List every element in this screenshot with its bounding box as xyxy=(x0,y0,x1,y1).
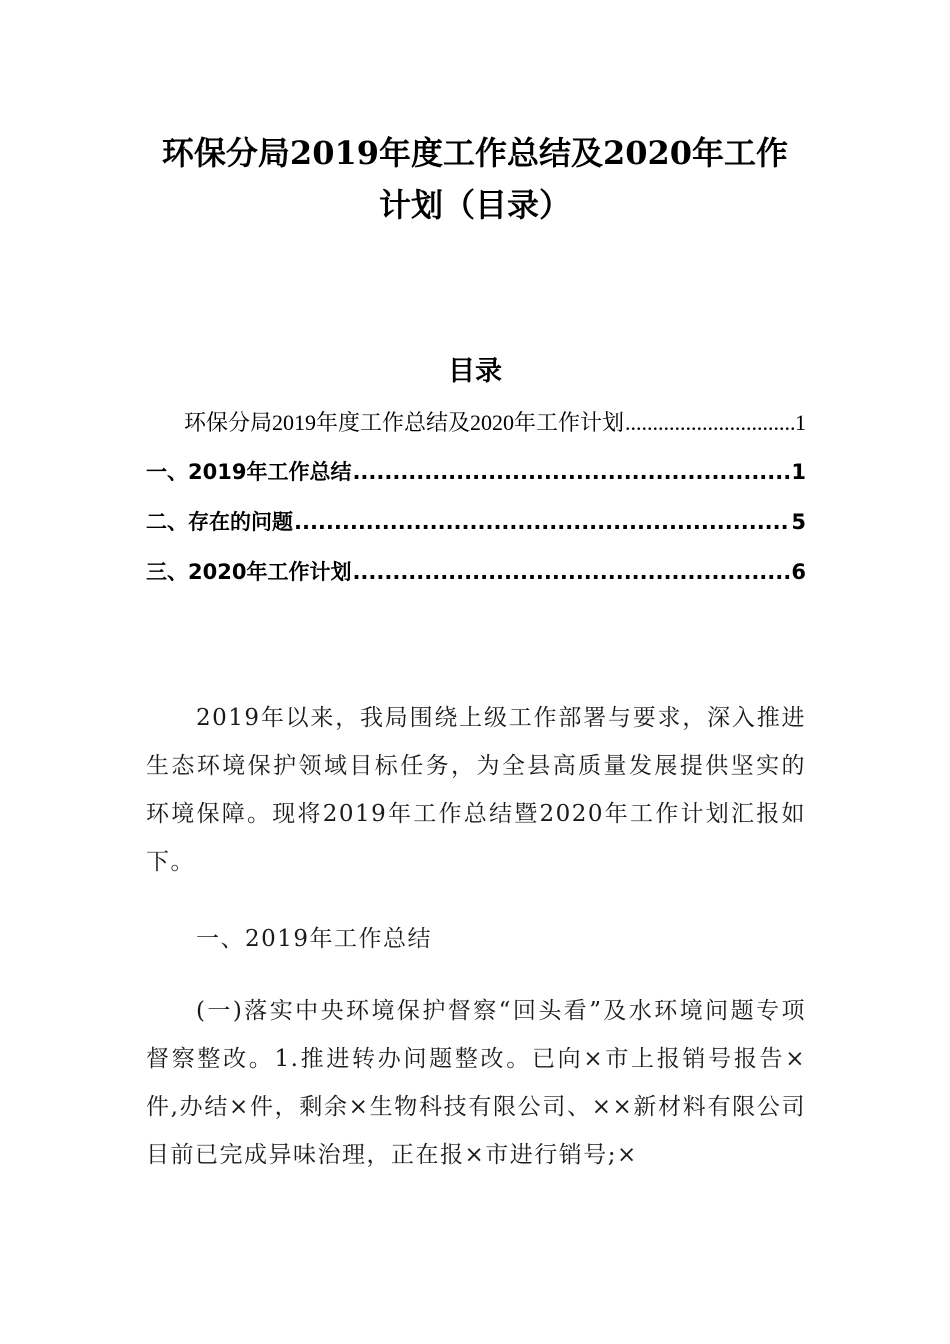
toc-entry-page: 5 xyxy=(791,510,806,534)
toc-entry-label: 三、2020年工作计划 xyxy=(146,560,352,584)
toc-entry-page: 1 xyxy=(795,410,806,435)
toc-entry[interactable] xyxy=(184,407,806,439)
toc-entry-page: 1 xyxy=(791,460,806,484)
toc-entry[interactable] xyxy=(146,506,806,538)
toc-entry[interactable] xyxy=(146,556,806,588)
toc-leader-dots xyxy=(352,456,790,488)
document-title-line2: 计划（目录） xyxy=(378,186,571,224)
toc-entry-label: 环保分局2019年度工作总结及2020年工作计划 xyxy=(184,410,625,435)
toc-heading: 目录 xyxy=(448,356,502,387)
toc-entry-label: 一、2019年工作总结 xyxy=(146,460,352,484)
body-paragraph: (一)落实中央环境保护督察“回头看”及水环境问题专项督察整改。1.推进转办问题整改。已向×市上报销号报告×件,办结×件，剩余×生物科技有限公司、××新材料有限公司目前已完成异味治理，正在报×市进行销号;× xyxy=(146,998,806,1168)
toc-leader-dots xyxy=(294,506,790,538)
body-paragraph: 2019年以来，我局围绕上级工作部署与要求，深入推进生态环境保护领域目标任务，为全县高质量发展提供坚实的环境保障。现将2019年工作总结暨2020年工作计划汇报如下。 xyxy=(146,705,806,875)
document-title-line1: 环保分局2019年度工作总结及2020年工作 xyxy=(161,134,789,172)
section-heading: 一、2019年工作总结 xyxy=(196,926,433,952)
toc-leader-dots xyxy=(352,556,790,588)
toc-entry-label: 二、存在的问题 xyxy=(146,510,293,534)
toc-leader-dots xyxy=(625,407,794,439)
toc-entry-page: 6 xyxy=(791,560,806,584)
toc-entry[interactable] xyxy=(146,456,806,488)
